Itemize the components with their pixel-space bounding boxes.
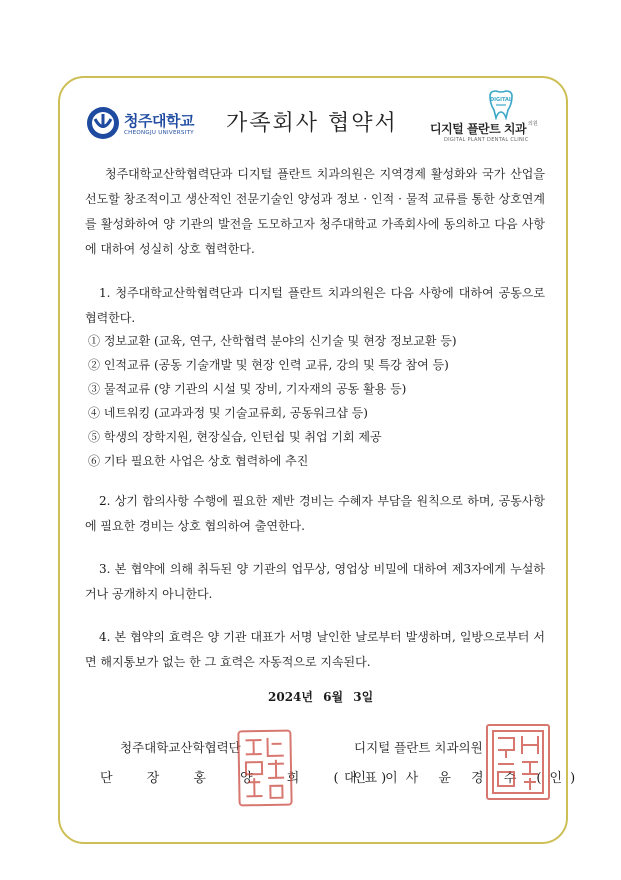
university-signatory-org: 청주대학교산학협력단	[120, 740, 241, 755]
list-item: ⑥ 기타 필요한 사업은 상호 협력하에 추진	[88, 454, 309, 468]
agreement-date: 2024년 6월 3일	[268, 690, 374, 704]
clinic-logo	[430, 90, 570, 150]
intro-paragraph: 청주대학교산학협력단과 디지털 플란트 치과의원은 지역경제 활성화와 국가 산업을 선도할 창조적이고 생산적인 전문기술인 양성과 정보 · 인적 · 물적 교류를 통한 상호연계를 활성화하여 양 기관의 발전을 도모하고자 청주대학교 가족회사에 동의하고 다음 사항에 대하여 성실히 상호 협력한다.	[85, 167, 545, 256]
tooth-icon	[484, 90, 518, 120]
clinic-signatory-rep: 대표이사 윤 경 수 (인)	[344, 771, 584, 786]
seal-pattern-icon	[490, 728, 546, 796]
university-name: 청주대학교	[124, 112, 194, 130]
clinic-seal-stamp	[486, 724, 550, 800]
cooperation-items	[88, 329, 548, 473]
list-item: ② 인적교류 (공동 기술개발 및 현장 인력 교류, 강의 및 특강 참여 등)	[88, 358, 449, 372]
document-header	[58, 96, 568, 152]
list-item: ④ 네트워킹 (교과과정 및 기술교류회, 공동워크샵 등)	[88, 406, 368, 420]
clinic-name-en: DIGITAL PLANT DENTAL CLINIC	[444, 137, 529, 143]
list-item: ① 정보교환 (교육, 연구, 산학협력 분야의 신기술 및 현장 정보교환 등)	[88, 334, 457, 348]
university-seal-stamp	[237, 730, 292, 807]
university-emblem-icon	[86, 106, 120, 140]
article-3: 3. 본 협약에 의해 취득된 양 기관의 업무상, 영업상 비밀에 대하여 제3자에게 누설하거나 공개하지 아니한다.	[85, 562, 545, 601]
seal-pattern-icon	[241, 734, 288, 803]
university-signatory-rep: 단 장 홍 양 희 (인)	[100, 771, 402, 786]
clinic-badge: DIGITAL	[489, 97, 513, 103]
university-name-en: CHEONGJU UNIVERSITY	[124, 130, 194, 136]
article-1: 1. 청주대학교산학협력단과 디지털 플란트 치과의원은 다음 사항에 대하여 공동으로 협력한다.	[85, 286, 545, 325]
university-logo	[86, 104, 216, 144]
list-item: ③ 물적교류 (양 기관의 시설 및 장비, 기자재의 공동 활용 등)	[88, 382, 407, 396]
clinic-name: 디지털 플란트 치과	[430, 122, 527, 136]
article-4: 4. 본 협약의 효력은 양 기관 대표가 서명 날인한 날로부터 발생하며, 일방으로부터 서면 해지통보가 없는 한 그 효력은 자동적으로 지속된다.	[85, 630, 545, 669]
article-2: 2. 상기 합의사항 수행에 필요한 제반 경비는 수혜자 부담을 원칙으로 하며, 공동사항에 필요한 경비는 상호 협의하여 출연한다.	[85, 494, 545, 533]
clinic-signatory-org: 디지털 플란트 치과의원	[354, 740, 483, 755]
clinic-suffix: 의원	[528, 121, 538, 127]
document-title: 가족회사 협약서	[226, 111, 398, 136]
list-item: ⑤ 학생의 장학지원, 현장실습, 인턴쉽 및 취업 기회 제공	[88, 430, 382, 444]
